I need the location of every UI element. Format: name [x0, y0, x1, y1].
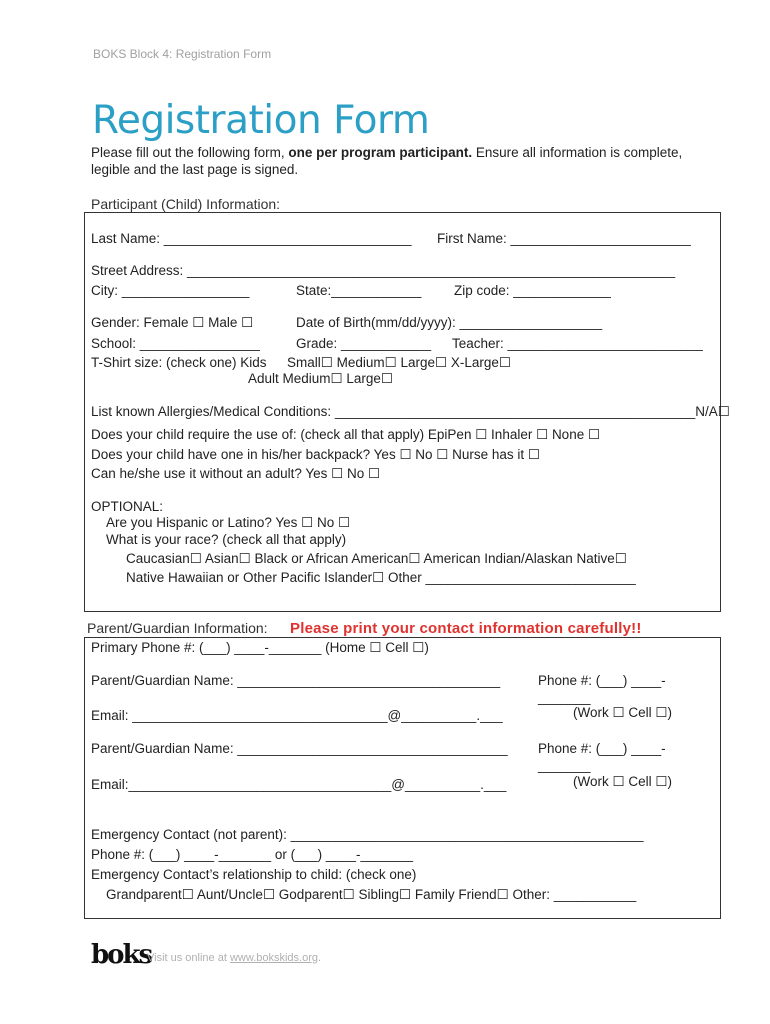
city-field[interactable]: City: _________________	[91, 283, 250, 298]
footer-period: .	[318, 952, 322, 964]
guardian1-name-field[interactable]: Parent/Guardian Name: ___________________________________	[91, 673, 501, 688]
footer-visit: Visit us online at	[147, 952, 230, 964]
state-field[interactable]: State:____________	[296, 283, 422, 298]
primary-phone-field[interactable]: Primary Phone #: (___) ____-_______ (Home ☐ Cell ☐)	[91, 640, 429, 655]
parent-heading: Parent/Guardian Information:	[87, 620, 268, 636]
device-question[interactable]: Does your child require the use of: (check all that apply) EpiPen ☐ Inhaler ☐ None ☐	[91, 427, 601, 442]
guardian2-name-field[interactable]: Parent/Guardian Name: ____________________________________	[91, 741, 508, 756]
footer-link[interactable]: www.bokskids.org	[229, 952, 319, 964]
race-options-2[interactable]: Native Hawaiian or Other Pacific Islander☐ Other ____________________________	[126, 570, 636, 585]
street-address-field[interactable]: Street Address: _________________________________________________________________	[91, 263, 676, 278]
contact-warning: Please print your contact information carefully!!	[290, 620, 642, 637]
emergency-phone-field[interactable]: Phone #: (___) ____-_______ or (___) ____-_______	[91, 847, 414, 862]
page-header: BOKS Block 4: Registration Form	[93, 47, 272, 61]
first-name-field[interactable]: First Name: ________________________	[437, 231, 691, 246]
race-options-1[interactable]: Caucasian☐ Asian☐ Black or African American☐ American Indian/Alaskan Native☐	[126, 551, 627, 566]
intro-text	[91, 144, 721, 178]
optional-label: OPTIONAL:	[91, 499, 164, 514]
footer-text	[147, 952, 321, 964]
hispanic-question[interactable]: Are you Hispanic or Latino? Yes ☐ No ☐	[106, 515, 351, 530]
guardian2-email-field[interactable]: Email:___________________________________@__________.___	[91, 777, 507, 792]
intro-post: Ensure all information is complete, legible and the last page is signed.	[91, 145, 683, 177]
tshirt-adult-options[interactable]: Adult Medium☐ Large☐	[248, 371, 394, 386]
guardian1-email-field[interactable]: Email: __________________________________@__________.___	[91, 708, 503, 723]
relationship-label: Emergency Contact’s relationship to child: (check one)	[91, 867, 417, 882]
guardian1-phone-cont: _______	[538, 690, 591, 705]
emergency-contact-field[interactable]: Emergency Contact (not parent): _______________________________________________	[91, 827, 644, 842]
last-name-field[interactable]: Last Name: _________________________________	[91, 231, 412, 246]
boks-logo: boks	[91, 940, 152, 970]
intro-bold: one per program participant.	[288, 145, 473, 160]
guardian1-work-cell[interactable]: (Work ☐ Cell ☐)	[573, 705, 672, 720]
relationship-options[interactable]: Grandparent☐ Aunt/Uncle☐ Godparent☐ Sibling☐ Family Friend☐ Other: ___________	[106, 887, 637, 902]
tshirt-kids-options[interactable]: Small☐ Medium☐ Large☐ X-Large☐	[287, 355, 511, 370]
guardian2-work-cell[interactable]: (Work ☐ Cell ☐)	[573, 774, 672, 789]
school-field[interactable]: School: ________________	[91, 336, 260, 351]
tshirt-label: T-Shirt size: (check one) Kids	[91, 355, 267, 370]
gender-field[interactable]: Gender: Female ☐ Male ☐	[91, 315, 254, 330]
intro-pre: Please fill out the following form,	[91, 145, 289, 160]
zip-field[interactable]: Zip code: _____________	[454, 283, 611, 298]
dob-field[interactable]: Date of Birth(mm/dd/yyyy): ___________________	[296, 315, 603, 330]
participant-heading: Participant (Child) Information:	[91, 196, 281, 212]
grade-field[interactable]: Grade: ____________	[296, 336, 432, 351]
guardian1-phone-field[interactable]: Phone #: (___) ____-	[538, 673, 666, 688]
race-question: What is your race? (check all that apply)	[106, 532, 347, 547]
guardian2-phone-cont: _______	[538, 758, 591, 773]
page-title: Registration Form	[92, 98, 430, 143]
without-adult-question[interactable]: Can he/she use it without an adult? Yes ☐ No ☐	[91, 466, 381, 481]
backpack-question[interactable]: Does your child have one in his/her backpack? Yes ☐ No ☐ Nurse has it ☐	[91, 447, 541, 462]
allergies-field[interactable]: List known Allergies/Medical Conditions: ________________________________________________N/A☐	[91, 404, 730, 419]
guardian2-phone-field[interactable]: Phone #: (___) ____-	[538, 741, 666, 756]
teacher-field[interactable]: Teacher: __________________________	[452, 336, 703, 351]
